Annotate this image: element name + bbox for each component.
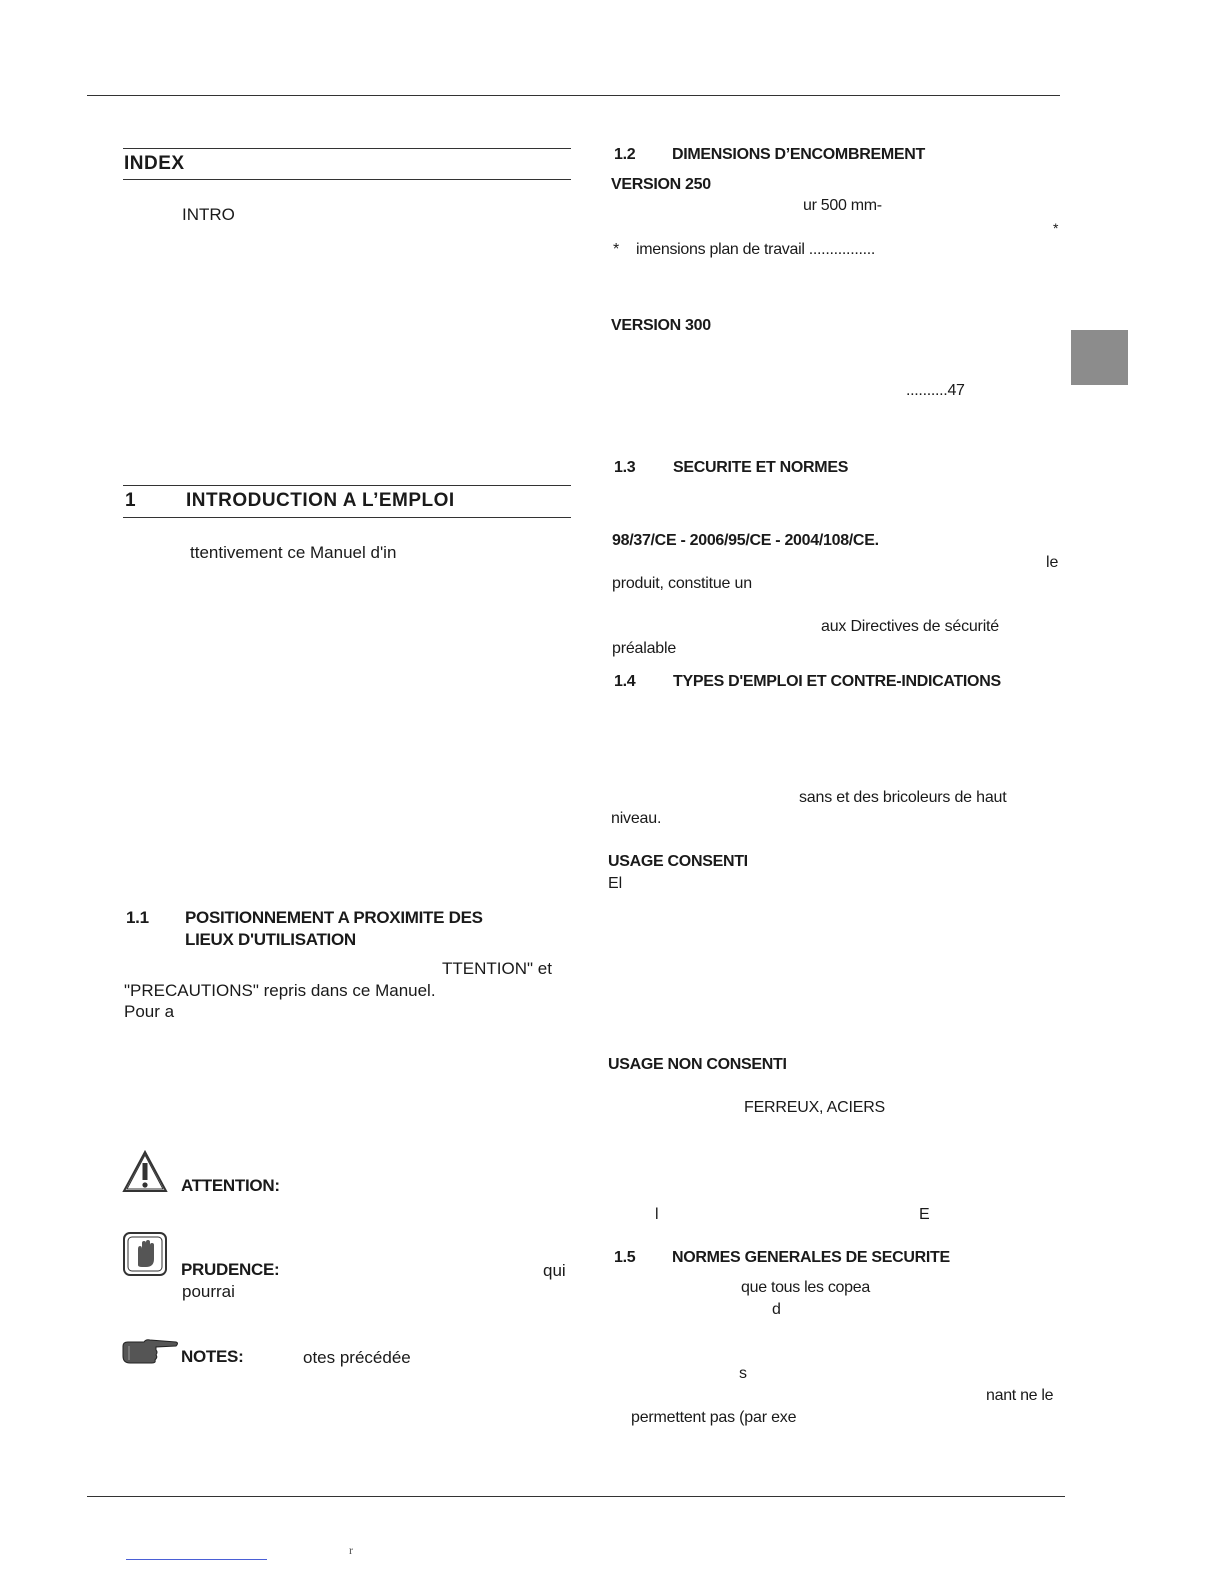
section1-text: ttentivement ce Manuel d'in xyxy=(190,543,397,562)
section13-line4: préalable xyxy=(612,640,677,657)
version-300-line: ..........47 xyxy=(906,382,965,399)
usage-allowed-heading: USAGE CONSENTI xyxy=(608,853,748,870)
directives-line: 98/37/CE - 2006/95/CE - 2004/108/CE. xyxy=(612,532,879,549)
prudence-text-line2: pourrai xyxy=(182,1282,235,1301)
prudence-text-right: qui xyxy=(543,1261,566,1280)
section12-title: DIMENSIONS D’ENCOMBREMENT xyxy=(672,146,925,163)
section1-rule-top xyxy=(123,485,571,486)
section14-line2: niveau. xyxy=(611,810,662,827)
section1-rule-bottom xyxy=(123,517,571,518)
usage-forbidden-heading: USAGE NON CONSENTI xyxy=(608,1056,787,1073)
footer-link-underline[interactable] xyxy=(126,1559,267,1560)
section15-title: NORMES GENERALES DE SECURITE xyxy=(672,1249,950,1266)
hand-stop-icon xyxy=(122,1231,168,1277)
usage-forbidden-text: FERREUX, ACIERS xyxy=(744,1099,886,1116)
section1-title: INTRODUCTION A L’EMPLOI xyxy=(186,490,455,511)
index-rule-bottom xyxy=(123,179,571,180)
section15-line1: que tous les copea xyxy=(741,1279,870,1296)
footer-rule xyxy=(87,1496,1065,1497)
section11-number: 1.1 xyxy=(126,908,149,927)
index-title: INDEX xyxy=(124,153,185,174)
usage-forbidden-e: E xyxy=(919,1206,930,1223)
usage-allowed-text: El xyxy=(608,875,623,892)
version-250-star: * xyxy=(1053,220,1059,236)
section11-text-line1: TTENTION" et xyxy=(442,959,552,978)
section14-number: 1.4 xyxy=(614,673,636,690)
section13-number: 1.3 xyxy=(614,459,636,476)
section11-text-line3: Pour a xyxy=(124,1002,175,1021)
section12-number: 1.2 xyxy=(614,146,636,163)
index-item[interactable]: INTRO xyxy=(182,205,235,224)
section13-title: SECURITE ET NORMES xyxy=(673,459,849,476)
header-rule xyxy=(87,95,1060,96)
prudence-label: PRUDENCE: xyxy=(181,1260,280,1279)
version-250-line2-star: * xyxy=(613,241,620,258)
section14-title: TYPES D'EMPLOI ET CONTRE-INDICATIONS xyxy=(673,673,1001,690)
section15-line4: nant ne le xyxy=(986,1387,1054,1404)
notes-text: otes précédée xyxy=(303,1348,411,1367)
footer-mark: r xyxy=(349,1543,353,1557)
section1-number: 1 xyxy=(125,490,137,511)
usage-forbidden-l: l xyxy=(655,1206,659,1223)
section11-title-line2: LIEUX D'UTILISATION xyxy=(185,930,356,949)
section15-number: 1.5 xyxy=(614,1249,636,1266)
warning-triangle-icon xyxy=(122,1150,168,1193)
version-250-heading: VERSION 250 xyxy=(611,176,711,193)
version-250-line2: imensions plan de travail ................ xyxy=(636,241,876,258)
index-rule-top xyxy=(123,148,571,149)
section11-text-line2: "PRECAUTIONS" repris dans ce Manuel. xyxy=(124,981,436,1000)
section14-line1: sans et des bricoleurs de haut xyxy=(799,789,1007,806)
section11-title-line1: POSITIONNEMENT A PROXIMITE DES xyxy=(185,908,483,927)
section15-line3: s xyxy=(739,1365,747,1382)
attention-label: ATTENTION: xyxy=(181,1176,280,1195)
chapter-tab xyxy=(1071,330,1128,385)
version-250-line1: ur 500 mm- xyxy=(803,197,882,214)
section13-le: le xyxy=(1046,554,1059,571)
pointing-hand-icon xyxy=(120,1338,180,1366)
section15-line2: d xyxy=(772,1301,781,1318)
section15-line5: permettent pas (par exe xyxy=(631,1409,797,1426)
version-300-heading: VERSION 300 xyxy=(611,317,711,334)
notes-label: NOTES: xyxy=(181,1347,244,1366)
section13-line3: aux Directives de sécurité xyxy=(821,618,999,635)
section13-line2: produit, constitue un xyxy=(612,575,752,592)
